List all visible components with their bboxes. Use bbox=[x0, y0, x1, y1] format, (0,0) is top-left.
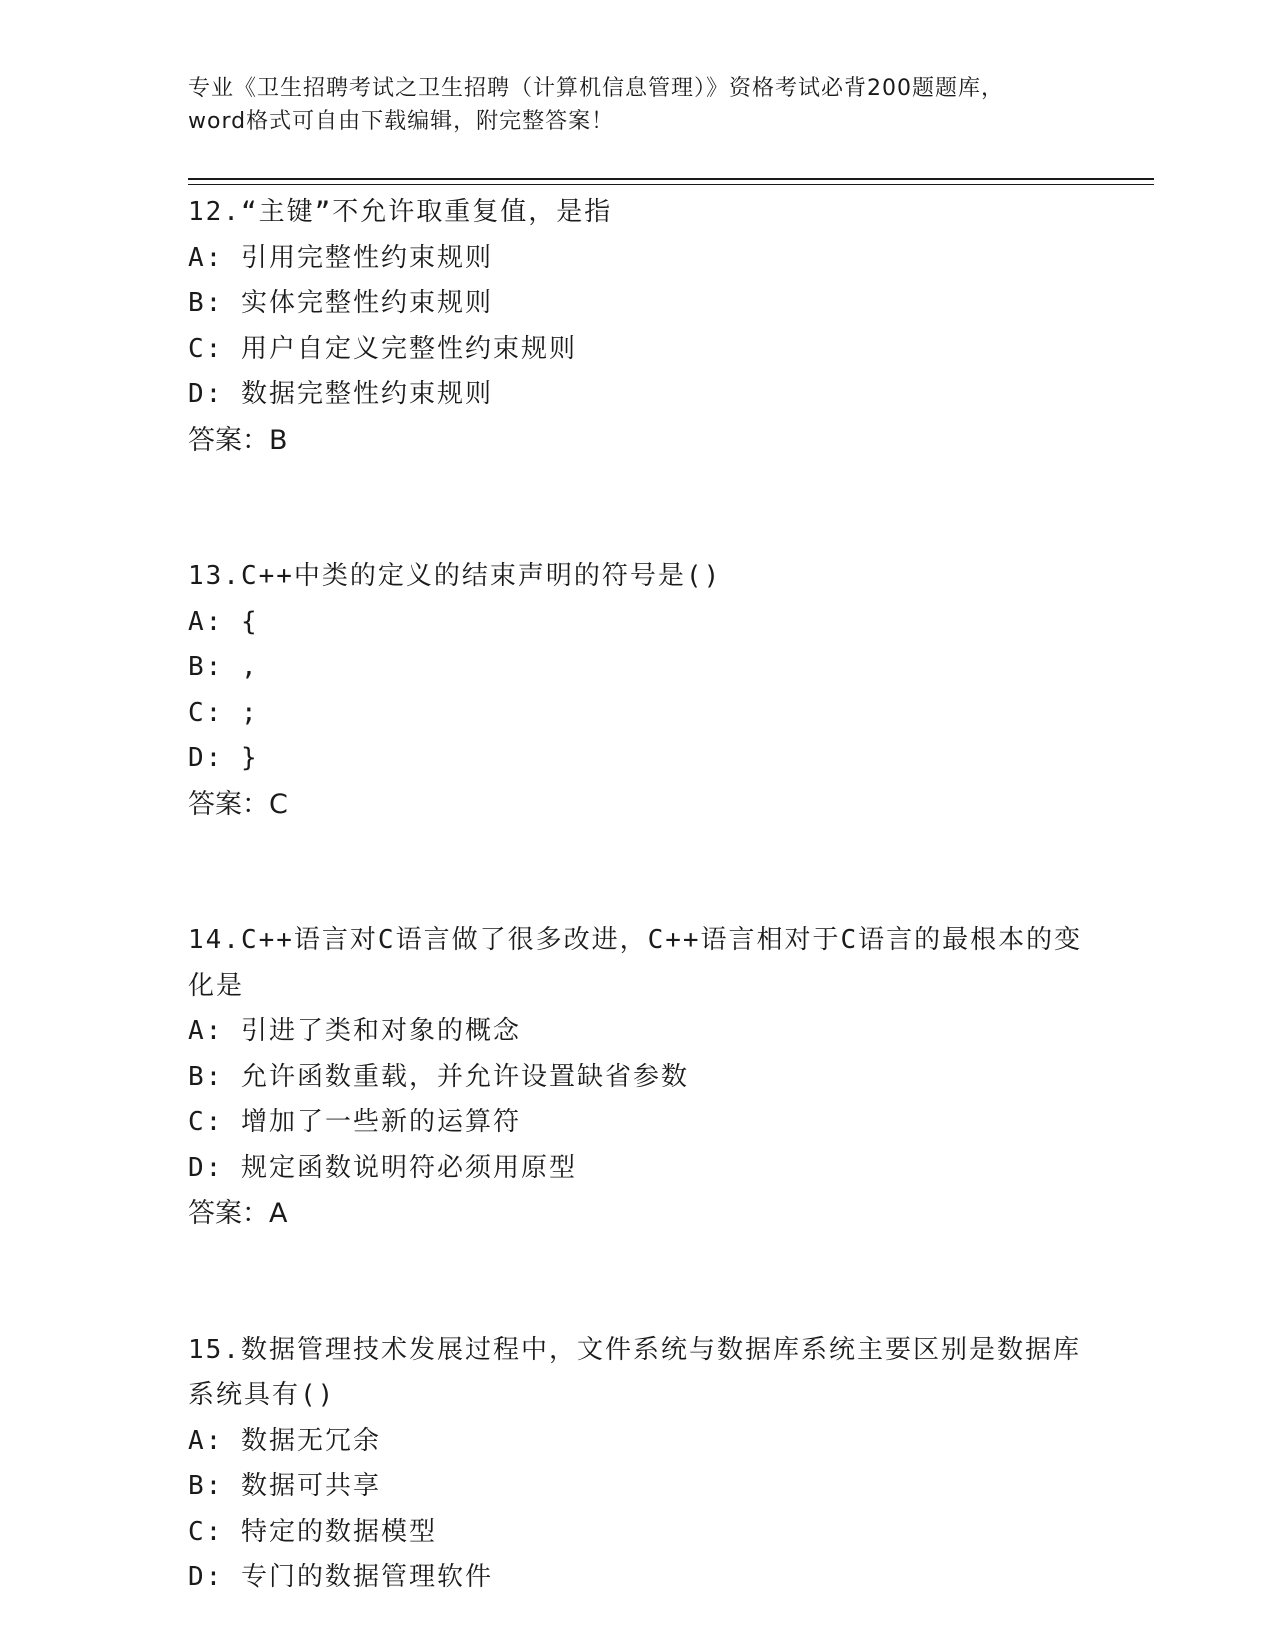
option-a: A: 数据无冗余 bbox=[188, 1425, 381, 1456]
header-divider-bottom bbox=[188, 184, 1154, 185]
spacer bbox=[188, 463, 1088, 554]
option-d: D: 规定函数说明符必须用原型 bbox=[188, 1152, 577, 1183]
option-b: B: 数据可共享 bbox=[188, 1471, 381, 1501]
option-b: B: 实体完整性约束规则 bbox=[188, 288, 493, 318]
spacer bbox=[188, 1237, 1088, 1328]
question-13 bbox=[188, 554, 1088, 827]
option-c: C: 用户自定义完整性约束规则 bbox=[188, 333, 577, 364]
answer: 答案：B bbox=[188, 424, 288, 456]
question-15 bbox=[188, 1328, 1088, 1601]
question-text: 13.C++中类的定义的结束声明的符号是() bbox=[188, 561, 722, 591]
header-divider-top bbox=[188, 178, 1154, 180]
option-a: A: { bbox=[188, 606, 259, 637]
option-a: A: 引进了类和对象的概念 bbox=[188, 1016, 521, 1046]
question-text: 15.数据管理技术发展过程中，文件系统与数据库系统主要区别是数据库系统具有() bbox=[188, 1334, 1081, 1410]
question-list bbox=[188, 190, 1088, 1601]
option-d: D: 专门的数据管理软件 bbox=[188, 1562, 493, 1592]
document-header bbox=[188, 72, 1088, 138]
option-c: C: ; bbox=[188, 697, 259, 728]
option-b: B: , bbox=[188, 652, 259, 682]
header-line-1: 专业《卫生招聘考试之卫生招聘（计算机信息管理）》资格考试必背200题题库， bbox=[188, 76, 1004, 101]
header-line-2: word格式可自由下载编辑，附完整答案！ bbox=[188, 109, 615, 134]
option-c: C: 特定的数据模型 bbox=[188, 1516, 437, 1547]
option-d: D: } bbox=[188, 743, 259, 773]
option-c: C: 增加了一些新的运算符 bbox=[188, 1107, 521, 1137]
answer: 答案：C bbox=[188, 788, 288, 820]
option-d: D: 数据完整性约束规则 bbox=[188, 379, 493, 409]
option-b: B: 允许函数重载，并允许设置缺省参数 bbox=[188, 1061, 689, 1092]
question-12 bbox=[188, 190, 1088, 463]
question-14 bbox=[188, 918, 1088, 1237]
option-a: A: 引用完整性约束规则 bbox=[188, 242, 493, 273]
question-text: 14.C++语言对C语言做了很多改进，C++语言相对于C语言的最根本的变化是 bbox=[188, 925, 1083, 1001]
spacer bbox=[188, 827, 1088, 918]
question-text: 12.“主键”不允许取重复值，是指 bbox=[188, 197, 613, 227]
answer: 答案：A bbox=[188, 1198, 288, 1229]
